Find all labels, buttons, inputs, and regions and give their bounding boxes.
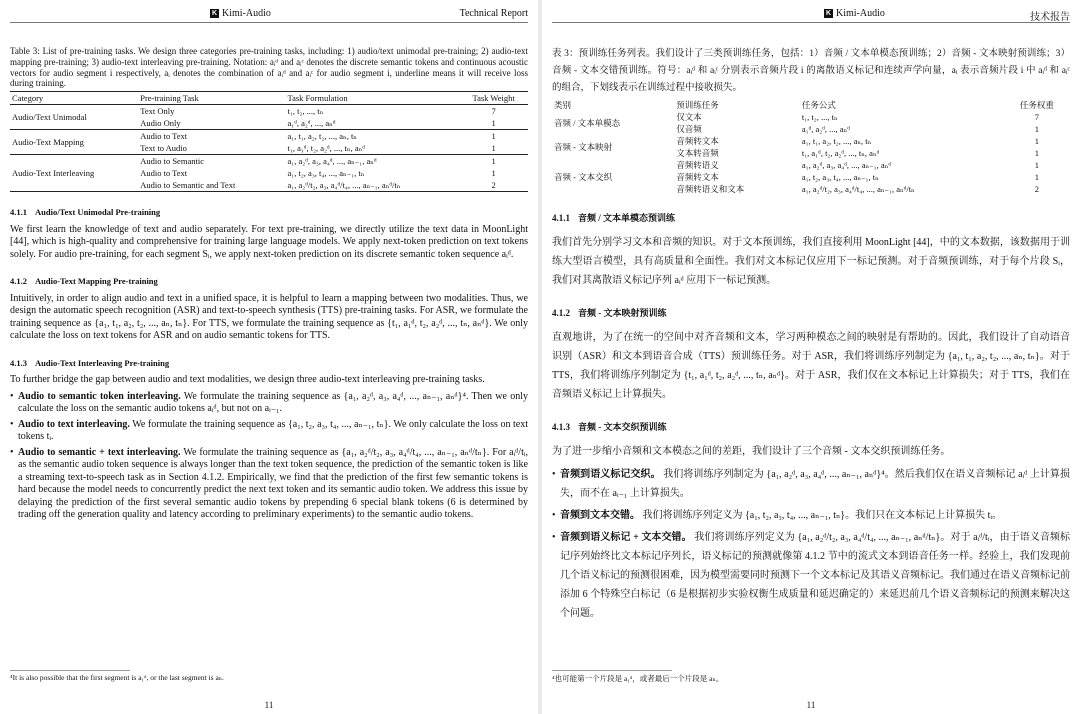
footnote: ⁴也可能第一个片段是 a₁ᵈ，或者最后一个片段是 aₙ。 xyxy=(552,670,672,684)
group-interleaving xyxy=(10,155,528,192)
group-unimodal xyxy=(10,105,528,130)
task-cell: 仅音频 xyxy=(676,124,702,134)
list-item: • 音频到文本交错。 我们将训练序列定义为 {a₁, t₂, a₃, t₄, ..., aₙ₋₁, tₙ}。我们只在文本标记上计算损失 tᵢ。 xyxy=(560,506,1070,525)
list-item: • Audio to text interleaving. We formulate the training sequence as {a₁, t₂, a₃, t₄, ..., aₙ₋₁, tₙ}. We only calculate the loss on text tokens tᵢ. xyxy=(10,418,529,443)
task-cell: 文本转音频 xyxy=(676,148,719,158)
page-number: 11 xyxy=(806,700,816,710)
list-item: • Audio to semantic token interleaving. We formulate the training sequence as {a₁, a₂ᵈ, a₃, a₄ᵈ, ..., aₙ₋₁, aₙᵈ}⁴. Then we only calculate the loss on the semantic audio tokens aᵢᵈ, but not on aᵢ₋₁. xyxy=(10,390,528,415)
bullet-icon: • xyxy=(10,418,14,430)
col-category: 类别 xyxy=(554,100,572,110)
brand xyxy=(824,8,885,19)
table-caption: 表 3：预训练任务列表。我们设计了三类预训练任务，包括：1）音频 / 文本单模态预训练；2）音频 - 文本映射预训练；3）音频 - 文本交错预训练。符号：aᵢᵈ 和 aᵢᶜ 分别表示音频片段 i 的离散语义标记和连续声学向量，aᵢ 表示音频片段 i 中 aᵢᵈ 和 aᵢᶜ 的组合，下划线表示在训练过程中接收损失。 xyxy=(552,49,1070,93)
section-text: To further bridge the gap between audio and text modalities, we design three audio-text interleaving pre-training tasks. xyxy=(10,374,485,386)
category-cell: 音频 / 文本单模态 xyxy=(554,118,621,128)
category-cell: 音频 - 文本交织 xyxy=(554,172,613,182)
category-cell: Audio-Text Mapping xyxy=(12,137,84,148)
bullet-icon: • xyxy=(552,532,556,543)
weight-cell: 1 xyxy=(1034,160,1039,170)
chinese-page xyxy=(542,0,1080,714)
col-formulation: Task Formulation xyxy=(287,93,348,104)
table-caption: Table 3: List of pre-training tasks. We design three categories pre-training tasks, including: 1) audio/text unimodal pre-training; 2) audio-text mapping pre-training; 3) audio-text interleaving pre-training. Notation: aᵢᵈ and aᵢᶜ denotes the discrete semantic tokens and continuous acoustic vectors for audio segment i respectively, aᵢ denotes the combination of aᵢᵈ and aᵢᶜ for audio segment i, underline means it will receive loss during training. xyxy=(10,46,528,89)
col-weight: 任务权重 xyxy=(1019,100,1054,110)
weight-cell: 1 xyxy=(491,156,496,167)
weight-cell: 1 xyxy=(491,118,496,129)
formula-cell: a₁ᵈ, a₂ᵈ, ..., aₙᵈ xyxy=(287,118,336,129)
kimi-logo-icon: K xyxy=(211,10,218,17)
list-item: • 音频到语义标记 + 文本交错。 我们将训练序列定义为 {a₁, a₂ᵈ/t₂, a₃, a₄ᵈ/t₄, ..., aₙ₋₁, aₙᵈ/tₙ}。对于 aᵢᵈ/tᵢ，由于语义音频标记序列始终比文本标记序列长，语义标记的预测就像第 4.1.2 节中的流式文本到语音任务一样。经验上，我们发现前几个语义标记的预测很困难，因为模型需要同时预测下一个文本标记及其语义音频标记。我们通过在语义音频标记前添加 6 个特殊空白标记（6 是根据初步实验权衡生成质量和延迟确定的）来延迟前几个语义音频标记的预测来解决这个问题。 xyxy=(560,528,1070,623)
brand-name: Kimi-Audio xyxy=(222,8,271,19)
category-cell: 音频 - 文本映射 xyxy=(554,142,613,152)
kimi-logo-icon: K xyxy=(825,10,832,17)
brand xyxy=(210,8,271,19)
task-cell: Audio to Semantic and Text xyxy=(140,180,236,191)
report-type: 技术报告 xyxy=(1030,12,1070,23)
section-text: We first learn the knowledge of text and audio separately. For text pre-training, we directly utilize the text data in MoonLight [44], which is high-quality and comprehensive for training large language models. We apply next-token prediction on text tokens solely. For audio pre-training, for each segment Sᵢ, we apply next-token prediction on its discrete semantic token sequence aᵢᵈ. xyxy=(10,223,528,260)
pretraining-table xyxy=(10,91,528,192)
table-row xyxy=(10,155,528,168)
formula-cell: a₁, a₂ᵈ/t₂, a₃, a₄ᵈ/t₄, ..., aₙ₋₁, aₙᵈ/tₙ xyxy=(287,180,401,191)
weight-cell: 1 xyxy=(491,131,496,142)
weight-cell: 1 xyxy=(1034,172,1039,182)
bullet-icon: • xyxy=(552,510,556,521)
bullet-icon: • xyxy=(10,390,14,402)
list-item: • Audio to semantic + text interleaving. We formulate the training sequence as {a₁, a₂ᵈ/t₂, a₃, a₄ᵈ/t₄, ..., aₙ₋₁, aₙᵈ/tₙ}. For aᵢᵈ/tᵢ, as the semantic audio token sequence is always longer than the text token sequence, the prediction of the semantic token is like a streaming text-to-speech task as in Section 4.1.2. Empirically, we find that the prediction of the first few semantic tokens is hard because the model needs to concurrently predict the next text token and its semantic audio token. We address this issue by delaying the prediction of the first several semantic audio tokens by prepending 6 special blank tokens (6 is determined by trading off the generation quality and latency according to preliminary experiments) to the semantic audio tokens. xyxy=(10,446,529,521)
section-text: 为了进一步缩小音频和文本模态之间的差距，我们设计了三个音频 - 文本交织预训练任务。 xyxy=(552,446,951,457)
formula-cell: a₁, a₂ᵈ/t₂, a₃, a₄ᵈ/t₄, ..., aₙ₋₁, aₙᵈ/tₙ xyxy=(801,184,915,194)
task-list xyxy=(10,391,528,522)
task-cell: Audio to Text xyxy=(140,131,188,142)
task-cell: Text to Audio xyxy=(140,143,187,154)
table-row xyxy=(552,159,1070,171)
footnote: ⁴It is also possible that the first segment is a₁ᵈ, or the last segment is aₙ. xyxy=(10,670,130,682)
table-row xyxy=(10,105,528,118)
weight-cell: 1 xyxy=(1034,124,1039,134)
page-header xyxy=(552,8,1070,23)
bullet-icon: • xyxy=(552,469,556,480)
task-cell: Text Only xyxy=(140,106,175,117)
weight-cell: 1 xyxy=(491,143,496,154)
formula-cell: t₁, a₁ᵈ, t₂, a₂ᵈ, ..., tₙ, aₙᵈ xyxy=(801,148,880,158)
section-heading: 4.1.1 音频 / 文本单模态预训练 xyxy=(552,213,676,223)
task-cell: 仅文本 xyxy=(676,112,702,122)
task-cell: 音频转语义和文本 xyxy=(676,184,745,194)
formula-cell: a₁, t₂, a₃, t₄, ..., aₙ₋₁, tₙ xyxy=(801,172,879,182)
task-cell: Audio to Text xyxy=(140,168,188,179)
weight-cell: 1 xyxy=(1034,136,1039,146)
bullet-icon: • xyxy=(10,446,14,458)
col-category: Category xyxy=(12,93,44,104)
page-number: 11 xyxy=(264,700,274,710)
category-cell: Audio/Text Unimodal xyxy=(12,112,87,123)
formula-cell: a₁, t₂, a₃, t₄, ..., aₙ₋₁, tₙ xyxy=(287,168,365,179)
task-cell: Audio to Semantic xyxy=(140,156,204,167)
table-header-row xyxy=(10,92,528,105)
weight-cell: 7 xyxy=(1034,112,1039,122)
table-row xyxy=(552,135,1070,147)
weight-cell: 2 xyxy=(491,180,496,191)
formula-cell: a₁, a₂ᵈ, a₃, a₄ᵈ, ..., aₙ₋₁, aₙᵈ xyxy=(287,156,377,167)
formula-cell: a₁, a₂ᵈ, a₃, a₄ᵈ, ..., aₙ₋₁, aₙᵈ xyxy=(801,160,891,170)
report-type: Technical Report xyxy=(459,8,528,19)
task-cell: 音频转语义 xyxy=(676,160,719,170)
category-cell: Audio-Text Interleaving xyxy=(12,168,95,179)
section-heading: 4.1.3 Audio-Text Interleaving Pre-training xyxy=(10,357,170,368)
section-text: Intuitively, in order to align audio and text in a unified space, it is helpful to learn a mapping between two modalities. Thus, we design the automatic speech recognition (ASR) and text-to-speech synthesis (TTS) pre-training tasks. For ASR, we formulate the training sequence as {a₁, t₁, a₂, t₂, ..., aₙ, tₙ}. For TTS, we formulate the training sequence as {t₁, a₁ᵈ, t₂, a₂ᵈ, ..., tₙ, aₙᵈ}. We only calculate the loss on text tokens for ASR and on audio semantic tokens for TTS. xyxy=(10,292,528,342)
table-header-row xyxy=(552,99,1070,111)
page-body xyxy=(10,46,528,525)
formula-cell: a₁, t₁, a₂, t₂, ..., aₙ, tₙ xyxy=(287,131,357,142)
brand-name: Kimi-Audio xyxy=(836,8,885,19)
section-heading: 4.1.2 音频 - 文本映射预训练 xyxy=(552,308,667,318)
col-weight: Task Weight xyxy=(472,93,515,104)
formula-cell: a₁ᵈ, a₂ᵈ, ..., aₙᵈ xyxy=(801,124,850,134)
section-heading: 4.1.3 音频 - 文本交织预训练 xyxy=(552,422,667,432)
group-mapping xyxy=(552,135,1070,159)
task-cell: 音频转文本 xyxy=(676,172,719,182)
group-mapping xyxy=(10,130,528,155)
formula-cell: t₁, t₂, ..., tₙ xyxy=(801,112,838,122)
group-unimodal xyxy=(552,111,1070,135)
task-cell: Audio Only xyxy=(140,118,181,129)
weight-cell: 7 xyxy=(491,106,496,117)
page-body xyxy=(552,46,1070,626)
table-row xyxy=(10,130,528,143)
pretraining-table xyxy=(552,99,1070,195)
col-task: 预训练任务 xyxy=(676,100,719,110)
weight-cell: 1 xyxy=(491,168,496,179)
col-task: Pre-training Task xyxy=(140,93,199,104)
list-item: • 音频到语义标记交织。 我们将训练序列制定为 {a₁, a₂ᵈ, a₃, a₄ᵈ, ..., aₙ₋₁, aₙᵈ}⁴。然后我们仅在语义音频标记 aᵢᵈ 上计算损失，而不在 aᵢ₋₁ 上计算损失。 xyxy=(560,465,1070,503)
col-formulation: 任务公式 xyxy=(801,100,836,110)
formula-cell: t₁, t₂, ..., tₙ xyxy=(287,106,324,117)
group-interleaving xyxy=(552,159,1070,195)
section-text: 直观地讲，为了在统一的空间中对齐音频和文本，学习两种模态之间的映射是有帮助的。因此，我们设计了自动语音识别（ASR）和文本到语音合成（TTS）预训练任务。对于 ASR，我们将训练序列制定为 {a₁, t₁, a₂, t₂, ..., aₙ, tₙ}。对于 TTS，我们将训练序列制定为 {t₁, a₁ᵈ, t₂, a₂ᵈ, ..., tₙ, aₙᵈ}。对于 ASR，我们仅在文本标记上计算损失；对于 TTS，我们在音频语义标记上计算损失。 xyxy=(552,332,1070,400)
weight-cell: 2 xyxy=(1034,184,1039,194)
formula-cell: a₁, t₁, a₂, t₂, ..., aₙ, tₙ xyxy=(801,136,872,146)
task-list xyxy=(552,465,1070,623)
section-heading: 4.1.1 Audio/Text Unimodal Pre-training xyxy=(10,207,161,218)
task-cell: 音频转文本 xyxy=(676,136,719,146)
section-text: 我们首先分别学习文本和音频的知识。对于文本预训练，我们直接利用 MoonLight [44]，中的文本数据，该数据用于训练大型语言模型，具有高质量和全面性。我们对文本标记仅应用下一标记预测。对于音频预训练，对于每个片段 Sᵢ，我们对其离散语义标记序列 aᵢᵈ 应用下一标记预测。 xyxy=(552,237,1070,286)
weight-cell: 1 xyxy=(1034,148,1039,158)
table-row xyxy=(552,111,1070,123)
page-header xyxy=(10,8,528,23)
formula-cell: t₁, a₁ᵈ, t₂, a₂ᵈ, ..., tₙ, aₙᵈ xyxy=(287,143,365,154)
section-heading: 4.1.2 Audio-Text Mapping Pre-training xyxy=(10,276,158,287)
english-page xyxy=(0,0,538,714)
